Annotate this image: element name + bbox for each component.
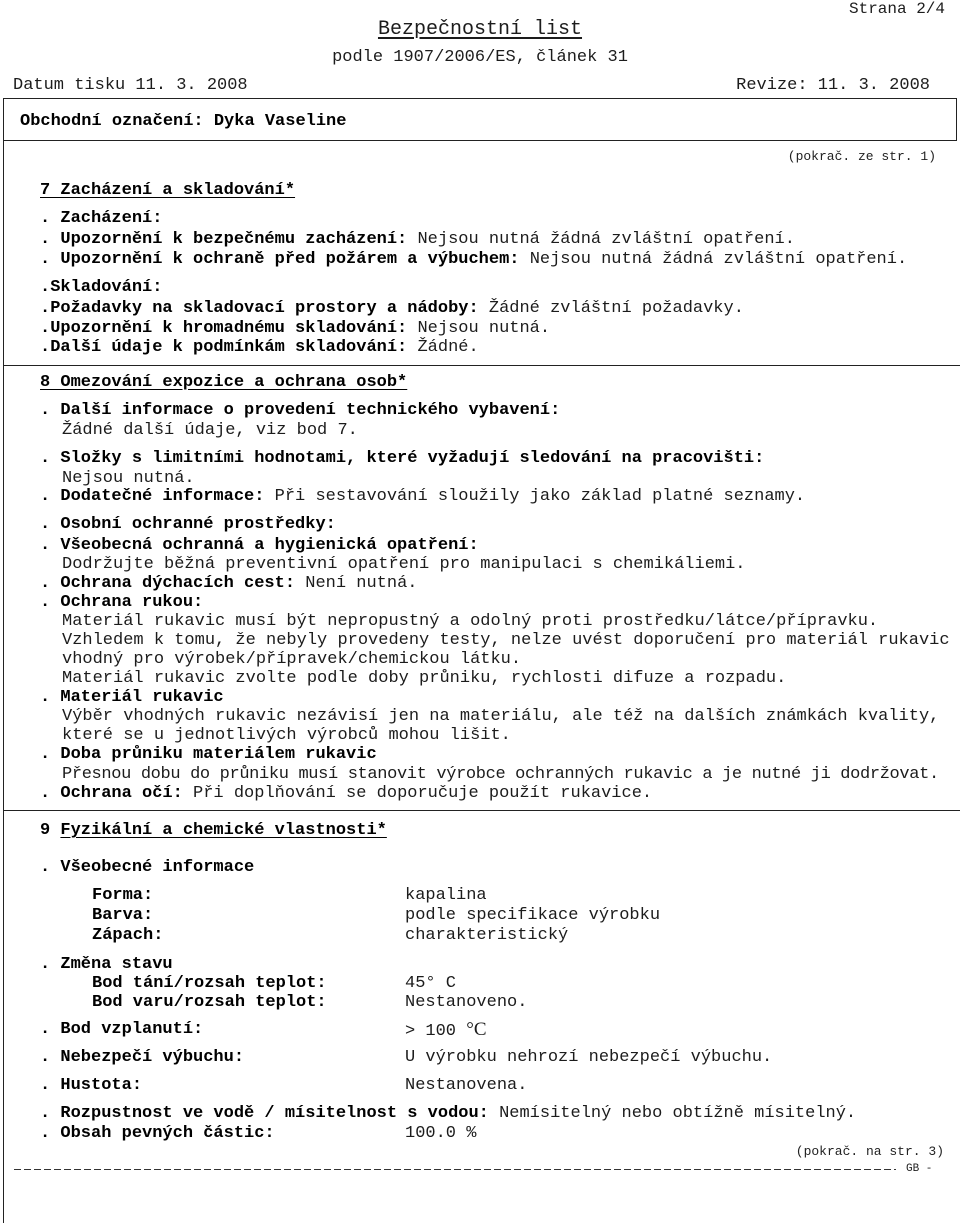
handling-label: . Zacházení:: [40, 209, 163, 228]
density-label: . Hustota:: [40, 1076, 143, 1095]
ppe-label: . Osobní ochranné prostředky:: [40, 515, 336, 534]
section-9-number: 9: [40, 821, 51, 840]
respiratory-value: Není nutná.: [305, 574, 418, 593]
melting-point-label: Bod tání/rozsah teplot:: [92, 974, 327, 993]
product-label: Obchodní označení:: [20, 112, 204, 131]
respiratory-line: [40, 574, 417, 594]
bulk-storage-value: Nejsou nutná.: [417, 319, 551, 338]
continued-to-note: (pokrač. na str. 3): [795, 1144, 944, 1159]
bulk-storage-line: [40, 319, 550, 339]
solubility-value: Nemísitelný nebo obtížně mísitelný.: [499, 1104, 857, 1123]
eye-protection-value: Při doplňování se doporučuje použít rukavice.: [193, 784, 653, 803]
safe-handling-label: . Upozornění k bezpečnému zacházení:: [40, 230, 408, 249]
glove-material-text: které se u jednotlivých výrobců mohou lišit.: [62, 726, 511, 745]
storage-requirements-value: Žádné zvláštní požadavky.: [488, 299, 744, 318]
flash-point-label: . Bod vzplanutí:: [40, 1020, 204, 1039]
safe-handling-value: Nejsou nutná žádná zvláštní opatření.: [417, 230, 795, 249]
document-title: Bezpečnostní list: [377, 18, 583, 41]
print-date: Datum tisku 11. 3. 2008: [13, 76, 248, 95]
solids-content-value: 100.0 %: [405, 1124, 477, 1143]
eye-protection-label: . Ochrana očí:: [40, 784, 183, 803]
solids-content-label: . Obsah pevných částic:: [40, 1124, 275, 1143]
footer-dashed-line: [14, 1169, 896, 1170]
density-value: Nestanovena.: [405, 1076, 528, 1095]
header-divider: [3, 98, 957, 99]
bulk-storage-label: .Upozornění k hromadnému skladování:: [40, 319, 408, 338]
flash-point-number: > 100: [405, 1022, 457, 1041]
additional-info-line: [40, 487, 805, 507]
odor-value: charakteristický: [405, 926, 569, 945]
section-divider: [3, 810, 960, 811]
general-info-label: . Všeobecné informace: [40, 858, 255, 877]
further-storage-line: [40, 338, 479, 358]
glove-material-label: . Materiál rukavic: [40, 688, 224, 707]
fire-explosion-value: Nejsou nutná žádná zvláštní opatření.: [529, 250, 908, 269]
safe-handling-line: [40, 230, 795, 250]
further-storage-label: .Další údaje k podmínkám skladování:: [40, 338, 408, 357]
melting-point-value: 45° C: [405, 974, 457, 993]
boiling-point-value: Nestanoveno.: [405, 993, 528, 1012]
breakthrough-value: Přesnou dobu do průniku musí stanovit výrobce ochranných rukavic a je nutné ji dodržovat.: [62, 765, 939, 784]
section-7-heading: 7 Zacházení a skladování*: [40, 181, 296, 200]
section-8-heading: 8 Omezování expozice a ochrana osob*: [40, 373, 408, 392]
section-9-heading: [40, 821, 387, 841]
limit-values-value: Nejsou nutná.: [62, 469, 195, 488]
color-value: podle specifikace výrobku: [405, 906, 661, 925]
hand-protection-text: Materiál rukavic musí být nepropustný a odolný proti prostředku/látce/přípravku.: [62, 612, 879, 631]
section-9-title: Fyzikální a chemické vlastnosti*: [60, 821, 387, 840]
language-code: GB -: [906, 1163, 933, 1175]
hygiene-label: . Všeobecná ochranná a hygienická opatření:: [40, 536, 479, 555]
revision-date: Revize: 11. 3. 2008: [736, 76, 930, 95]
form-label: Forma:: [92, 886, 154, 905]
flash-point-unit: °C: [466, 1019, 487, 1040]
state-change-label: . Změna stavu: [40, 955, 173, 974]
technical-info-label: . Další informace o provedení technického vybavení:: [40, 401, 561, 420]
storage-label: .Skladování:: [40, 278, 163, 297]
eye-protection-line: [40, 784, 652, 804]
fire-explosion-line: [40, 250, 907, 270]
section-divider: [3, 365, 960, 366]
solubility-label: . Rozpustnost ve vodě / mísitelnost s vodou:: [40, 1104, 489, 1123]
product-box-divider: [3, 140, 957, 141]
breakthrough-label: . Doba průniku materiálem rukavic: [40, 745, 377, 764]
technical-info-value: Žádné další údaje, viz bod 7.: [62, 421, 358, 440]
hand-protection-text: Materiál rukavic zvolte podle doby průniku, rychlosti difuze a rozpadu.: [62, 669, 787, 688]
hand-protection-text: vhodný pro výrobek/přípravek/chemickou látku.: [62, 650, 522, 669]
hand-protection-text: Vzhledem k tomu, že nebyly provedeny testy, nelze uvést doporučení pro materiál rukavic: [62, 631, 950, 650]
document-subtitle: podle 1907/2006/ES, článek 31: [332, 48, 628, 67]
product-name: Dyka Vaseline: [213, 112, 347, 131]
storage-requirements-line: [40, 299, 744, 319]
additional-info-label: . Dodatečné informace:: [40, 487, 265, 506]
continued-from-note: (pokrač. ze str. 1): [787, 149, 936, 164]
limit-values-label: . Složky s limitními hodnotami, které vyžadují sledování na pracovišti:: [40, 449, 765, 468]
further-storage-value: Žádné.: [417, 338, 479, 357]
color-label: Barva:: [92, 906, 154, 925]
solubility-line: [40, 1104, 856, 1124]
explosion-hazard-label: . Nebezpečí výbuchu:: [40, 1048, 245, 1067]
product-box-right-border: [956, 98, 957, 140]
product-name-line: [20, 112, 346, 132]
storage-requirements-label: .Požadavky na skladovací prostory a nádoby:: [40, 299, 479, 318]
odor-label: Zápach:: [92, 926, 164, 945]
form-value: kapalina: [405, 886, 487, 905]
respiratory-label: . Ochrana dýchacích cest:: [40, 574, 296, 593]
glove-material-text: Výběr vhodných rukavic nezávisí jen na materiálu, ale též na dalších známkách kvality,: [62, 707, 940, 726]
hygiene-value: Dodržujte běžná preventivní opatření pro manipulaci s chemikáliemi.: [62, 555, 746, 574]
flash-point-value: [405, 1020, 487, 1040]
hand-protection-label: . Ochrana rukou:: [40, 593, 204, 612]
boiling-point-label: Bod varu/rozsah teplot:: [92, 993, 327, 1012]
explosion-hazard-value: U výrobku nehrozí nebezpečí výbuchu.: [405, 1048, 773, 1067]
additional-info-value: Při sestavování sloužily jako základ platné seznamy.: [274, 487, 806, 506]
page-number: Strana 2/4: [848, 0, 945, 18]
left-border: [3, 98, 4, 1223]
fire-explosion-label: . Upozornění k ochraně před požárem a výbuchem:: [40, 250, 520, 269]
